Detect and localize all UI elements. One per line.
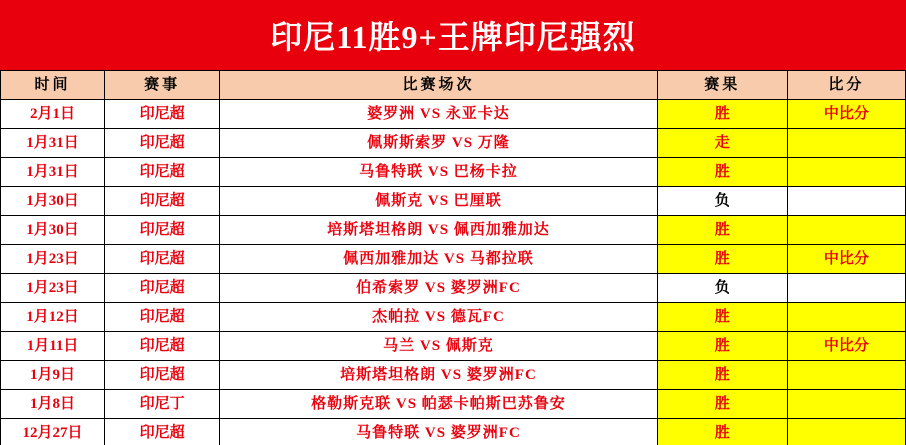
- cell-result: 胜: [657, 390, 787, 419]
- table-row: [1, 274, 906, 303]
- cell-league: 印尼超: [105, 216, 220, 245]
- page-title: 印尼11胜9+王牌印尼强烈: [270, 19, 636, 55]
- column-header-league: 赛事: [105, 71, 220, 100]
- cell-score: 中比分: [787, 100, 905, 129]
- cell-result: 胜: [657, 100, 787, 129]
- cell-match: 佩斯斯索罗 VS 万隆: [220, 129, 657, 158]
- cell-match: 佩斯克 VS 巴厘联: [220, 187, 657, 216]
- cell-match: 婆罗洲 VS 永亚卡达: [220, 100, 657, 129]
- cell-time: 1月30日: [1, 216, 105, 245]
- title-banner: [0, 0, 906, 70]
- cell-score: [787, 158, 905, 187]
- table-row: [1, 303, 906, 332]
- table-body: [1, 100, 906, 445]
- cell-score: [787, 187, 905, 216]
- cell-match: 杰帕拉 VS 德瓦FC: [220, 303, 657, 332]
- cell-league: 印尼丁: [105, 390, 220, 419]
- cell-result: 负: [657, 274, 787, 303]
- cell-result: 胜: [657, 216, 787, 245]
- cell-time: 1月23日: [1, 274, 105, 303]
- cell-time: 1月12日: [1, 303, 105, 332]
- cell-time: 1月31日: [1, 129, 105, 158]
- column-header-score: 比分: [787, 71, 905, 100]
- matches-table: [0, 70, 906, 445]
- cell-time: 2月1日: [1, 100, 105, 129]
- table-row: [1, 187, 906, 216]
- table-row: [1, 332, 906, 361]
- cell-match: 马鲁特联 VS 巴杨卡拉: [220, 158, 657, 187]
- cell-score: [787, 419, 905, 445]
- cell-score: 中比分: [787, 245, 905, 274]
- cell-time: 1月8日: [1, 390, 105, 419]
- cell-league: 印尼超: [105, 419, 220, 445]
- cell-score: 中比分: [787, 332, 905, 361]
- cell-time: 1月11日: [1, 332, 105, 361]
- cell-result: 胜: [657, 158, 787, 187]
- cell-result: 胜: [657, 361, 787, 390]
- table-row: [1, 419, 906, 445]
- cell-result: 负: [657, 187, 787, 216]
- cell-time: 1月9日: [1, 361, 105, 390]
- table-header: [1, 71, 906, 100]
- cell-league: 印尼超: [105, 303, 220, 332]
- table-row: [1, 245, 906, 274]
- cell-score: [787, 390, 905, 419]
- cell-match: 培斯塔坦格朗 VS 婆罗洲FC: [220, 361, 657, 390]
- cell-time: 12月27日: [1, 419, 105, 445]
- cell-score: [787, 274, 905, 303]
- table-row: [1, 129, 906, 158]
- cell-score: [787, 361, 905, 390]
- cell-score: [787, 129, 905, 158]
- cell-score: [787, 216, 905, 245]
- cell-time: 1月30日: [1, 187, 105, 216]
- cell-league: 印尼超: [105, 361, 220, 390]
- cell-match: 马兰 VS 佩斯克: [220, 332, 657, 361]
- cell-league: 印尼超: [105, 129, 220, 158]
- table-row: [1, 158, 906, 187]
- header-row: [1, 71, 906, 100]
- column-header-time: 时间: [1, 71, 105, 100]
- cell-time: 1月23日: [1, 245, 105, 274]
- column-header-match: 比赛场次: [220, 71, 657, 100]
- cell-time: 1月31日: [1, 158, 105, 187]
- cell-result: 胜: [657, 419, 787, 445]
- cell-match: 格勒斯克联 VS 帕瑟卡帕斯巴苏鲁安: [220, 390, 657, 419]
- cell-result: 胜: [657, 303, 787, 332]
- table-row: [1, 100, 906, 129]
- cell-league: 印尼超: [105, 274, 220, 303]
- cell-match: 佩西加雅加达 VS 马都拉联: [220, 245, 657, 274]
- cell-result: 胜: [657, 245, 787, 274]
- cell-league: 印尼超: [105, 187, 220, 216]
- cell-league: 印尼超: [105, 100, 220, 129]
- table-row: [1, 216, 906, 245]
- column-header-result: 赛果: [657, 71, 787, 100]
- cell-match: 培斯塔坦格朗 VS 佩西加雅加达: [220, 216, 657, 245]
- table-row: [1, 390, 906, 419]
- cell-result: 胜: [657, 332, 787, 361]
- cell-match: 马鲁特联 VS 婆罗洲FC: [220, 419, 657, 445]
- cell-score: [787, 303, 905, 332]
- table-row: [1, 361, 906, 390]
- cell-result: 走: [657, 129, 787, 158]
- cell-match: 伯希索罗 VS 婆罗洲FC: [220, 274, 657, 303]
- cell-league: 印尼超: [105, 245, 220, 274]
- cell-league: 印尼超: [105, 158, 220, 187]
- cell-league: 印尼超: [105, 332, 220, 361]
